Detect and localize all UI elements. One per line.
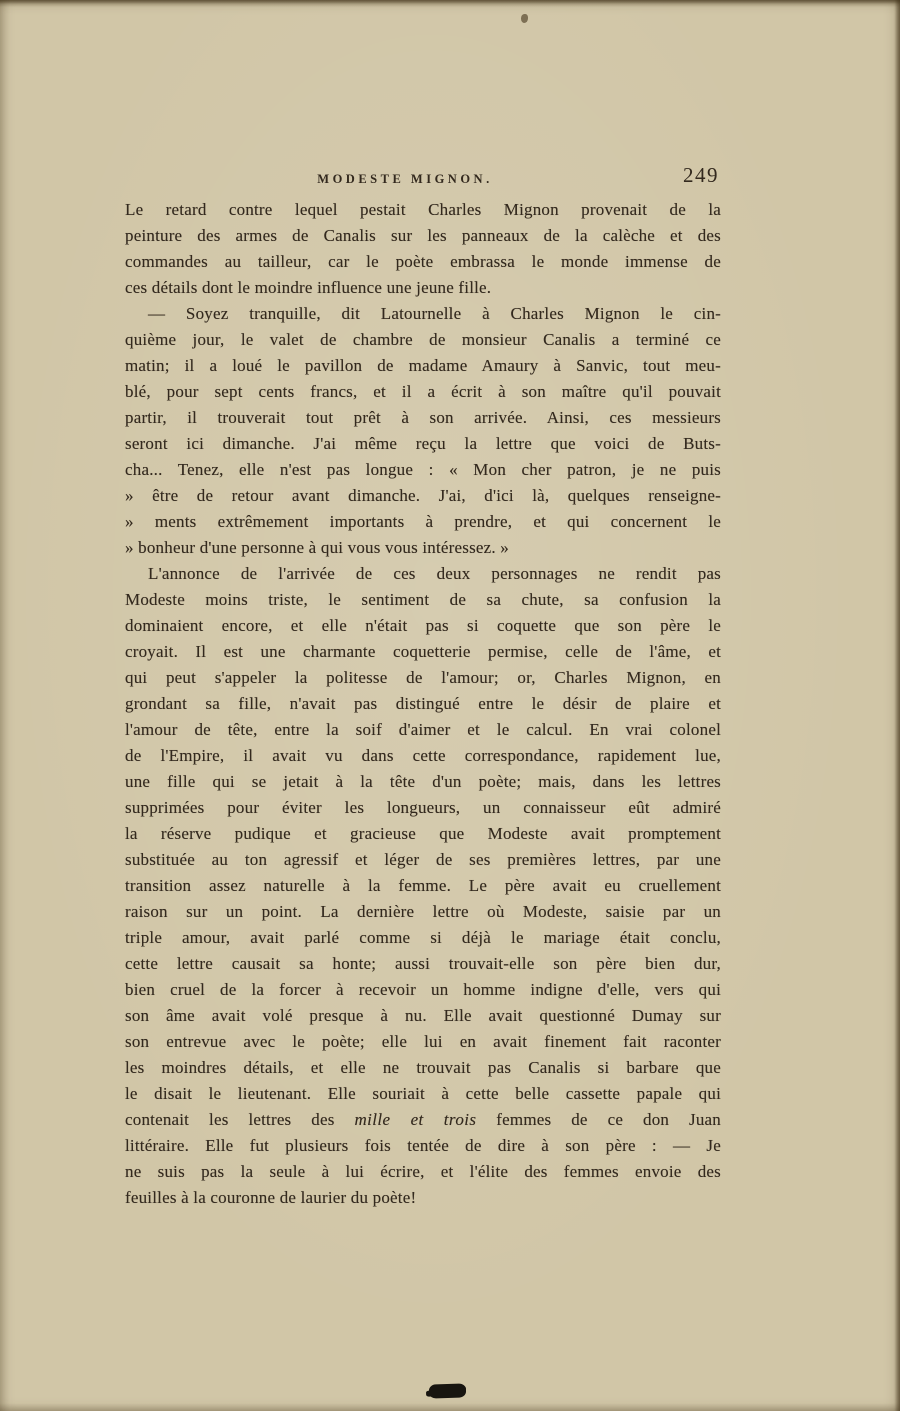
running-title: MODESTE MIGNON. (317, 172, 493, 186)
text-line: substituée au ton agressif et léger de ses premières lettres, par une (125, 850, 721, 869)
ink-blot (429, 1383, 466, 1398)
text-line: le disait le lieutenant. Elle souriait à cette belle cassette papale qui (125, 1084, 721, 1103)
page-header (125, 163, 721, 193)
text-line: de l'Empire, il avait vu dans cette correspondance, rapidement lue, (125, 746, 721, 765)
text-line: blé, pour sept cents francs, et il a écrit à son maître qu'il pouvait (125, 382, 721, 401)
paper-speck (521, 14, 528, 23)
text-line: grondant sa fille, n'avait pas distingué entre le désir de plaire et (125, 694, 721, 713)
page-number: 249 (683, 163, 719, 187)
text-line: l'amour de tête, entre la soif d'aimer et le calcul. En vrai colonel (125, 720, 721, 739)
text-line: son âme avait volé presque à nu. Elle avait questionné Dumay sur (125, 1006, 721, 1025)
text-line: transition assez naturelle à la femme. Le père avait eu cruellement (125, 876, 721, 895)
text-line: seront ici dimanche. J'ai même reçu la lettre que voici de Buts- (125, 434, 721, 453)
text-line: littéraire. Elle fut plusieurs fois tentée de dire à son père : — Je (125, 1136, 721, 1155)
text-line: supprimées pour éviter les longueurs, un connaisseur eût admiré (125, 798, 721, 817)
text-line: croyait. Il est une charmante coquetterie permise, celle de l'âme, et (125, 642, 721, 661)
text-line: ne suis pas la seule à lui écrire, et l'élite des femmes envoie des (125, 1162, 721, 1181)
text-line: quième jour, le valet de chambre de monsieur Canalis a terminé ce (125, 330, 721, 349)
text-line: raison sur un point. La dernière lettre où Modeste, saisie par un (125, 902, 721, 921)
text-line: la réserve pudique et gracieuse que Modeste avait promptement (125, 824, 721, 843)
text-line: L'annonce de l'arrivée de ces deux personnages ne rendit pas (148, 564, 721, 583)
text-line: peinture des armes de Canalis sur les panneaux de la calèche et des (125, 226, 721, 245)
text-line: — Soyez tranquille, dit Latournelle à Charles Mignon le cin- (148, 304, 721, 323)
text-line: Le retard contre lequel pestait Charles Mignon provenait de la (125, 200, 721, 219)
text-line: une fille qui se jetait à la tête d'un poète; mais, dans les lettres (125, 772, 721, 791)
text-line: qui peut s'appeler la politesse de l'amour; or, Charles Mignon, en (125, 668, 721, 687)
text-line: commandes au tailleur, car le poète embrassa le monde immense de (125, 252, 721, 271)
text-line: les moindres détails, et elle ne trouvait pas Canalis si barbare que (125, 1058, 721, 1077)
page-right-edge-shadow (895, 0, 900, 1411)
text-line: son entrevue avec le poète; elle lui en avait finement fait raconter (125, 1032, 721, 1051)
page-text (125, 197, 721, 1211)
text-line: feuilles à la couronne de laurier du poète! (125, 1188, 417, 1207)
text-line: » bonheur d'une personne à qui vous vous intéressez. » (125, 538, 510, 557)
text-line: Modeste moins triste, le sentiment de sa chute, sa confusion la (125, 590, 721, 609)
text-line: bien cruel de la forcer à recevoir un homme indigne d'elle, vers qui (125, 980, 721, 999)
text-line: matin; il a loué le pavillon de madame Amaury à Sanvic, tout meu- (125, 356, 721, 375)
text-line: ces détails dont le moindre influence une jeune fille. (125, 278, 492, 297)
text-line: partir, il trouverait tout prêt à son arrivée. Ainsi, ces messieurs (125, 408, 721, 427)
page-top-edge-shadow (0, 0, 900, 4)
text-line: dominaient encore, et elle n'était pas si coquette que son père le (125, 616, 721, 635)
text-line: cette lettre causait sa honte; aussi trouvait-elle son père bien dur, (125, 954, 721, 973)
text-line: contenait les lettres des mille et trois femmes de ce don Juan (125, 1110, 721, 1129)
text-line: triple amour, avait parlé comme si déjà le mariage était conclu, (125, 928, 721, 947)
text-line: » être de retour avant dimanche. J'ai, d'ici là, quelques renseigne- (125, 486, 721, 505)
text-line: cha... Tenez, elle n'est pas longue : « Mon cher patron, je ne puis (125, 460, 721, 479)
text-line: » ments extrêmement importants à prendre, et qui concernent le (125, 512, 721, 531)
